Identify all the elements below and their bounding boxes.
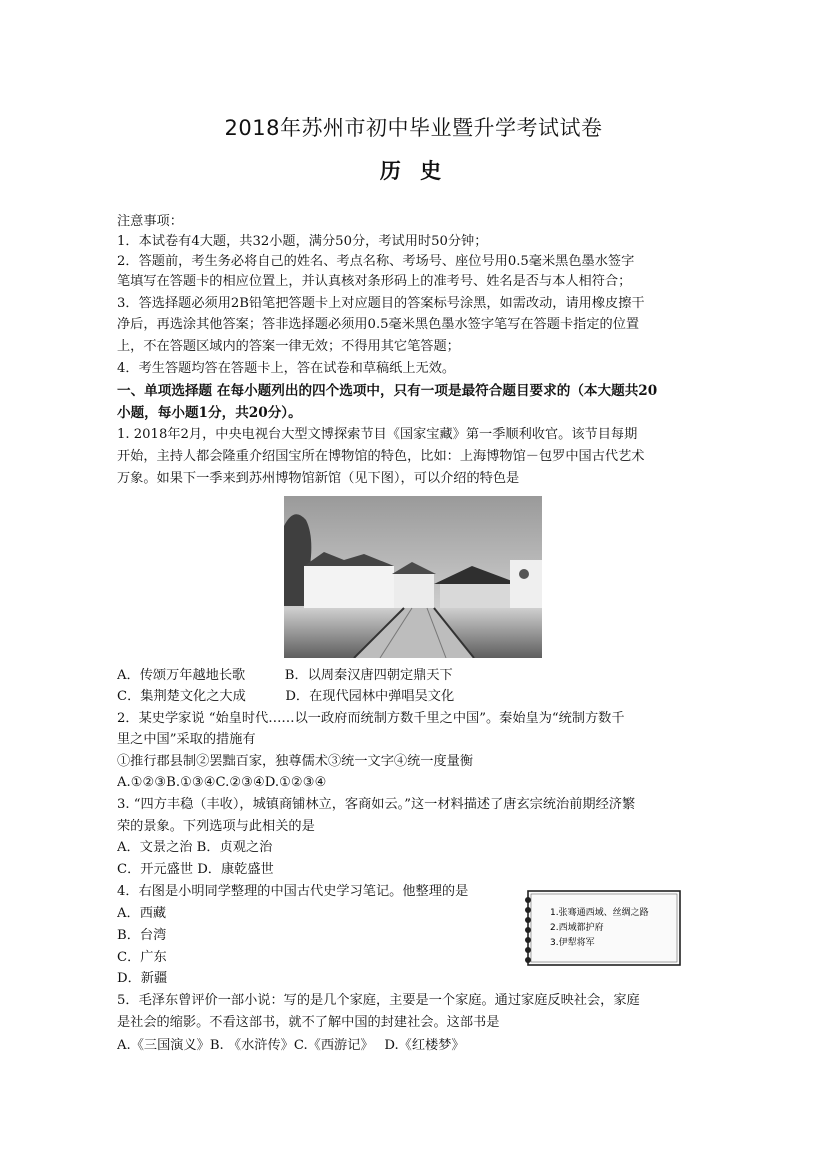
question-1-options: C．集荆楚文化之大成 D．在现代园林中弹唱吴文化 [117,689,455,704]
question-3-text: 荣的景象。下列选项与此相关的是 [117,819,315,834]
question-5-options: A.《三国演义》B. 《水浒传》C.《西游记》 D.《红楼梦》 [117,1038,465,1053]
question-1-options: A．传颂万年越地长歌 B．以周秦汉唐四朝定鼎天下 [117,668,453,683]
exam-subject: 历 史 [379,159,448,183]
question-5-text: 是社会的缩影。不看这部书，就不了解中国的封建社会。这部书是 [117,1015,500,1030]
notice-line: 笔填写在答题卡的相应位置上，并认真核对条形码上的准考号、姓名是否与本人相符合； [117,274,632,289]
question-2-options: A.①②③B.①③④C.②③④D.①②③④ [117,775,327,790]
note-item: 2.西域都护府 [550,923,604,933]
question-2-text: ①推行郡县制②罢黜百家，独尊儒术③统一文字④统一度量衡 [117,754,474,769]
question-1-text: 1. 2018年2月，中央电视台大型文博探索节目《国家宝藏》第一季顺利收官。该节目每期 [117,427,638,442]
note-item: 3.伊犁将军 [550,938,595,948]
question-2-text: 2．某史学家说 “始皇时代……以一政府而统制方数千里之中国”。秦始皇为“统制方数千 [117,711,625,726]
question-4-option: C．广东 [117,950,167,965]
notice-heading: 注意事项： [117,214,183,229]
question-1-text: 开始，主持人都会隆重介绍国宝所在博物馆的特色，比如：上海博物馆－包罗中国古代艺术 [117,449,645,464]
question-4-option: A．西藏 [117,906,167,921]
notice-line: 4．考生答题均答在答题卡上，答在试卷和草稿纸上无效。 [117,361,456,376]
notice-line: 2．答题前，考生务必将自己的姓名、考点名称、考场号、座位号用0.5毫米黑色墨水签字 [117,254,635,269]
question-4-text: 4．右图是小明同学整理的中国古代史学习笔记。他整理的是 [117,884,469,899]
section-heading: 一、单项选择题 在每小题列出的四个选项中，只有一项是最符合题目要求的（本大题共20 [117,383,658,399]
exam-title: 2018年苏州市初中毕业暨升学考试试卷 [224,116,603,140]
suzhou-museum-photo [284,496,542,658]
question-3-options: A．文景之治 B．贞观之治 [117,840,273,855]
question-2-text: 里之中国”采取的措施有 [117,732,256,747]
section-heading: 小题，每小题1分，共20分）。 [117,405,302,421]
notice-line: 3．答选择题必须用2B铅笔把答题卡上对应题目的答案标号涂黑，如需改动，请用橡皮擦干 [117,296,645,311]
notice-line: 净后，再选涂其他答案；答非选择题必须用0.5毫米黑色墨水签字笔写在答题卡指定的位置 [117,317,640,332]
note-item: 1.张骞通西域、丝绸之路 [550,908,649,918]
question-1-text: 万象。如果下一季来到苏州博物馆新馆（见下图），可以介绍的特色是 [117,471,520,486]
notice-line: 上，不在答题区域内的答案一律无效；不得用其它笔答题； [117,339,460,354]
study-notes-card [520,888,685,968]
question-5-text: 5．毛泽东曾评价一部小说：写的是几个家庭，主要是一个家庭。通过家庭反映社会，家庭 [117,993,640,1008]
question-3-options: C．开元盛世 D．康乾盛世 [117,862,274,877]
question-4-option: D．新疆 [117,971,168,986]
notice-line: 1．本试卷有4大题，共32小题，满分50分，考试用时50分钟； [117,234,488,249]
question-3-text: 3. “四方丰稳（丰收），城镇商铺林立，客商如云。”这一材料描述了唐玄宗统治前期经济繁 [117,797,636,812]
question-4-option: B．台湾 [117,928,167,943]
